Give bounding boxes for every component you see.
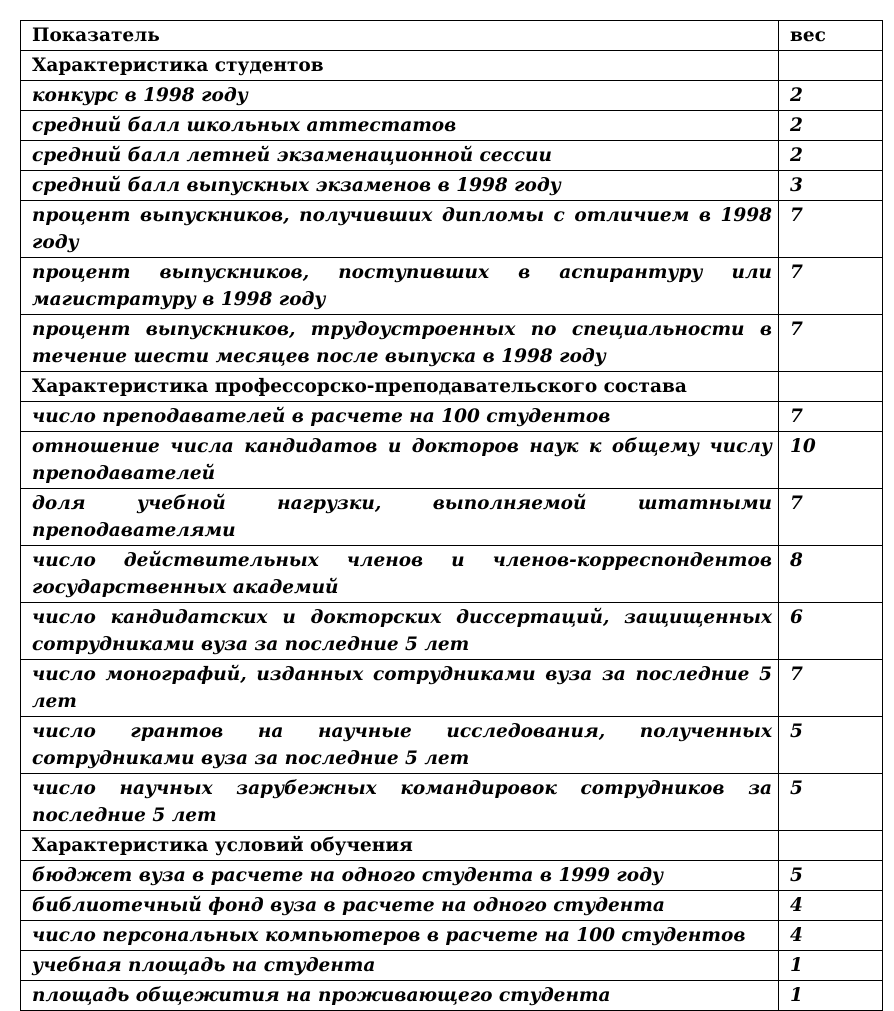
indicator-weight: 2 (779, 141, 883, 171)
table-row (21, 981, 883, 1011)
indicator-weight: 7 (779, 489, 883, 546)
indicator-label: библиотечный фонд вуза в расчете на одного студента (21, 891, 779, 921)
indicator-label: бюджет вуза в расчете на одного студента в 1999 году (21, 861, 779, 891)
table-row (21, 489, 883, 546)
table-row (21, 111, 883, 141)
indicator-label: процент выпускников, получивших дипломы с отличием в 1998 году (21, 201, 779, 258)
table-row (21, 921, 883, 951)
indicator-label: число персональных компьютеров в расчете на 100 студентов (21, 921, 779, 951)
section-row (21, 372, 883, 402)
table-row (21, 891, 883, 921)
table-header-row (21, 21, 883, 51)
indicator-weight: 8 (779, 546, 883, 603)
indicator-column-header: Показатель (21, 21, 779, 51)
indicator-label: число кандидатских и докторских диссертаций, защищенных сотрудниками вуза за последние 5 лет (21, 603, 779, 660)
indicator-weight: 7 (779, 660, 883, 717)
indicator-weight: 10 (779, 432, 883, 489)
indicator-label: средний балл летней экзаменационной сессии (21, 141, 779, 171)
section-title: Характеристика студентов (21, 51, 779, 81)
table-row (21, 432, 883, 489)
section-row (21, 51, 883, 81)
indicator-label: конкурс в 1998 году (21, 81, 779, 111)
indicator-weight: 7 (779, 201, 883, 258)
indicator-weight: 4 (779, 891, 883, 921)
indicator-label: доля учебной нагрузки, выполняемой штатными преподавателями (21, 489, 779, 546)
table-row (21, 603, 883, 660)
table-row (21, 171, 883, 201)
weight-column-header: вес (779, 21, 883, 51)
indicator-label: площадь общежития на проживающего студента (21, 981, 779, 1011)
weights-table (20, 20, 883, 1011)
indicator-label: средний балл выпускных экзаменов в 1998 году (21, 171, 779, 201)
indicator-weight: 1 (779, 981, 883, 1011)
indicator-weight: 6 (779, 603, 883, 660)
table-row (21, 315, 883, 372)
section-weight-empty (779, 372, 883, 402)
section-title: Характеристика профессорско-преподавательского состава (21, 372, 779, 402)
indicator-label: процент выпускников, поступивших в аспирантуру или магистратуру в 1998 году (21, 258, 779, 315)
table-row (21, 141, 883, 171)
indicator-label: число преподавателей в расчете на 100 студентов (21, 402, 779, 432)
table-row (21, 201, 883, 258)
table-row (21, 717, 883, 774)
indicator-weight: 7 (779, 402, 883, 432)
indicator-label: число грантов на научные исследования, полученных сотрудниками вуза за последние 5 лет (21, 717, 779, 774)
section-title: Характеристика условий обучения (21, 831, 779, 861)
indicator-weight: 7 (779, 258, 883, 315)
indicator-label: число монографий, изданных сотрудниками вуза за последние 5 лет (21, 660, 779, 717)
indicator-weight: 2 (779, 81, 883, 111)
indicator-weight: 3 (779, 171, 883, 201)
table-row (21, 546, 883, 603)
indicator-weight: 4 (779, 921, 883, 951)
indicator-label: процент выпускников, трудоустроенных по специальности в течение шести месяцев после выпуска в 1998 году (21, 315, 779, 372)
indicator-weight: 2 (779, 111, 883, 141)
indicator-label: отношение числа кандидатов и докторов наук к общему числу преподавателей (21, 432, 779, 489)
section-row (21, 831, 883, 861)
table-row (21, 861, 883, 891)
indicator-label: число действительных членов и членов-корреспондентов государственных академий (21, 546, 779, 603)
table-row (21, 402, 883, 432)
table-row (21, 774, 883, 831)
table-row (21, 258, 883, 315)
indicator-label: учебная площадь на студента (21, 951, 779, 981)
indicator-label: средний балл школьных аттестатов (21, 111, 779, 141)
indicator-weight: 5 (779, 861, 883, 891)
indicator-weight: 1 (779, 951, 883, 981)
table-row (21, 951, 883, 981)
table-row (21, 660, 883, 717)
indicator-weight: 7 (779, 315, 883, 372)
section-weight-empty (779, 51, 883, 81)
indicator-label: число научных зарубежных командировок сотрудников за последние 5 лет (21, 774, 779, 831)
table-row (21, 81, 883, 111)
section-weight-empty (779, 831, 883, 861)
indicator-weight: 5 (779, 774, 883, 831)
indicator-weight: 5 (779, 717, 883, 774)
